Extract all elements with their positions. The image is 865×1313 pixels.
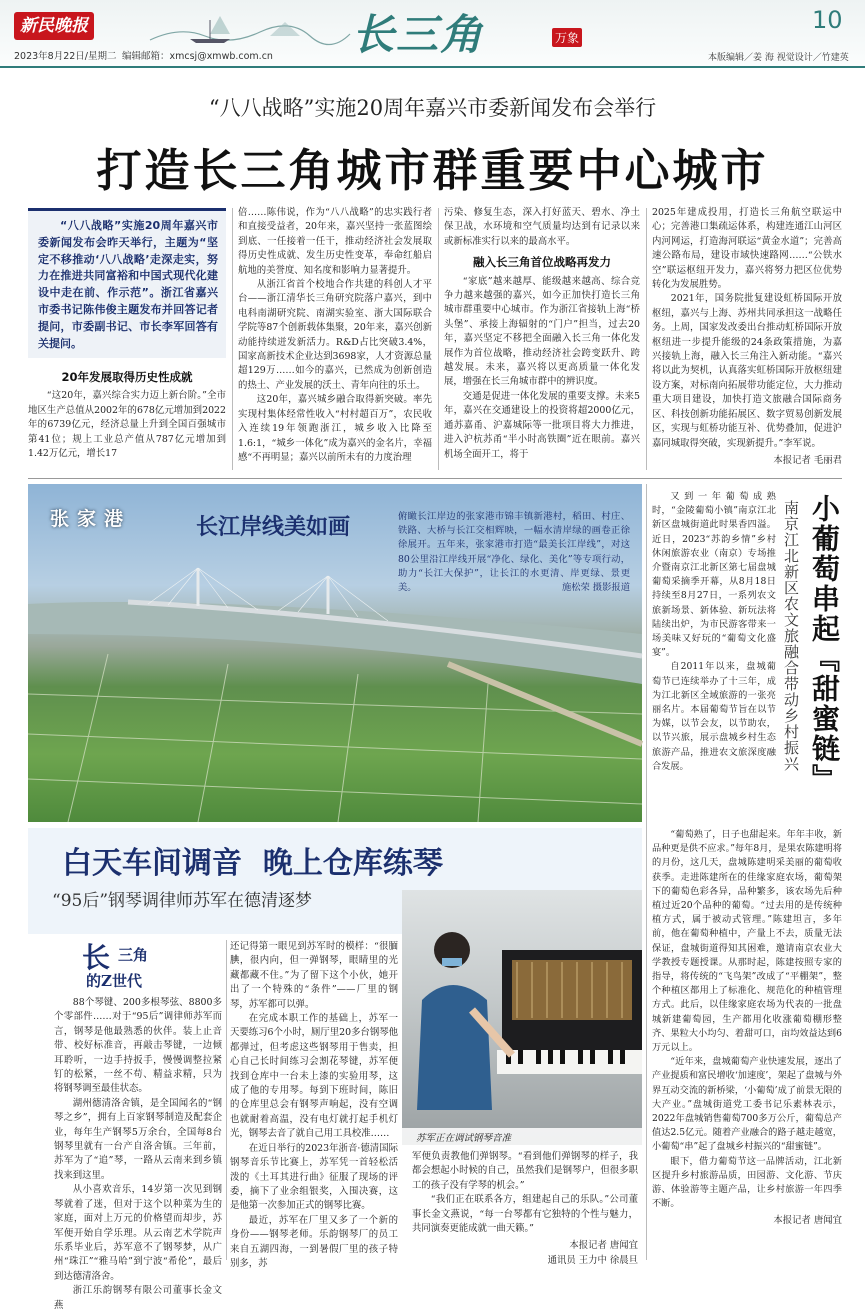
column-divider [438, 208, 439, 470]
caption-text: 俯瞰长江岸边的张家港市锦丰镇新港村，稻田、村庄、铁路、大桥与长江交相辉映，一幅水清岸绿的画卷正徐徐展开。五年来，张家港市打造“最美长江岸线”，对这80公里沿江岸线开展“净化、绿化、美化”等专项行动，助力“长江大保护”，让长江的水更清、岸更绿、景更美。 [398, 511, 630, 594]
lead-column-3 [444, 206, 640, 472]
paragraph: 从浙江省首个校地合作共建的科创人才平台——浙江清华长三角研究院落户嘉兴，到中电科南湖研究院、南湖实验室、浙大国际联合学院等87个创新载体集聚，20年来，嘉兴创新动能持续迸发新活力。R&D占比突破3.4%，国家高新技术企业达到3698家，人才资源总量超129万……如今的嘉兴，已然成为创新创造的热土、产业发展的沃土、青年向往的乐土。 [238, 279, 432, 391]
piano-column-1 [54, 996, 222, 1311]
paragraph: 从小喜欢音乐，14岁第一次见到钢琴就着了迷，但对于这个以种菜为生的家庭，面对上万元的价格望而却步，苏军便开始自学乐理。从云南艺术学院声乐系毕业后，苏军意不了钢琴梦，从广州“珠江”“雅马哈”到宁波“希伦”，最后到达德清洛舍。 [54, 1184, 222, 1282]
column-tag [82, 940, 172, 992]
piano-subhead: “95后”钢琴调律师苏军在德清逐梦 [52, 891, 313, 911]
lead-kicker: “八八战略”实施20周年嘉兴市委新闻发布会举行 [208, 96, 657, 120]
paragraph: 还记得第一眼见到苏军时的模样：“很腼腆，很内向，但一弹钢琴，眼睛里的光藏都藏不住。”为了留下这个小伙，她开出了一个特殊的“条件”——厂里的钢琴，苏军都可以弹。 [230, 941, 398, 1010]
piano-illustration [402, 890, 642, 1145]
paragraph: 这20年，嘉兴城乡融合取得新突破。率先实现村集体经常性收入“村村超百万”，农民收入连续19年领跑浙江，城乡收入比降至1.6:1，“城乡一体化”成为嘉兴的金名片，幸福感“不再明显；嘉兴以前所未有的力度治理 [238, 394, 432, 463]
lead-byline: 本报记者 毛丽君 [773, 454, 842, 466]
piano-photo-caption: 苏军正在调试钢琴音准 [416, 1133, 512, 1144]
section-divider [28, 478, 842, 479]
ink-landscape-icon [150, 6, 350, 46]
paragraph: 88个琴键、200多根琴弦、8800多个零部件……对于“95后”调律师苏军而言，钢琴是他最熟悉的伙伴。装上止音带、校好标准音，再敲击琴键，一边倾耳聆听，一边手持扳手，慢慢调整拉紧钉的松紧，一丝不苟、精益求精，只为将钢琴调至最佳状态。 [54, 997, 222, 1095]
paragraph: “葡萄熟了，日子也甜起来。年年丰收，新品种更是供不应求。”每年8月，是果农陈建明将的月份，这几天，盘城陈建明采美丽的葡萄收获季。走进陈建所在的佳缘家庭农场，葡萄架下的葡萄色彩各异，品种繁多，该农场先后种植过近20个品种的葡萄。“过去用的是传统种植方式，属于被动式管理。”陈建坦言，多年前，他在葡萄种植中，产量上不去，质量无法保证，盘城街道得知其困难，邀请南京农业大学教授专题授课。从那时起，陈建按照专家的指导，将传统的“飞鸟架”改成了“平棚架”，整个种植区都用上了标准化、规范化的种植管理方式。此后，以佳缘家庭农场为代表的一批盘城新建葡萄园，生产都用化收涨葡萄棚形整齐、果粒大小均匀、着甜可口，亩均效益达到6万元以上。 [652, 829, 842, 1054]
page-credits: 本版编辑／姜 海 视觉设计／竹建英 [708, 53, 849, 63]
column-divider [226, 940, 227, 1260]
email-line: 编辑邮箱：xmcsj@xmwb.com.cn [122, 51, 273, 62]
paragraph: 2021年，国务院批复建设虹桥国际开放枢纽，嘉兴与上海、苏州共同承担这一战略任务。上周，国家发改委出台推动虹桥国际开放枢纽进一步提升能级的24条政策措施，为嘉兴接轨上海，融入长三角注入新动能。“嘉兴将以此为契机，认真落实虹桥国际开放枢纽建设方案，对标南向拓展带功能定位，大力推动重大项目建设，加快打造文旅融合国际商务区、科技创新功能拓展区、数字贸易创新发展区，实现与虹桥功能互补、优势叠加，促进沪嘉同城取得突破，实现新提升。”李军说。 [652, 293, 842, 449]
grape-byline: 本报记者 唐闻宜 [773, 1215, 842, 1227]
paragraph: 2025年建成投用，打造长三角航空联运中心；完善港口集疏运体系，构建连通江山河区内河网运，打造海河联运“黄金水道”；完善高速公路布局，建设市域快速路网……“公铁水空”联运枢纽开发力，嘉兴将努力把区位优势转化为发展胜势。 [652, 207, 842, 291]
paragraph: “这20年，嘉兴综合实力迈上新台阶。”全市地区生产总值从2002年的678亿元增加到2022年的6739亿元，经济总量上升到全国百强城市第41位；规上工业总产值从787亿元增加到1.42万亿元，增长17 [28, 390, 226, 460]
date-line: 2023年8月22日/星期二 [14, 51, 117, 62]
grape-intro [652, 490, 776, 824]
grape-subhead: 南京江北新区农文旅融合带动乡村振兴 [782, 500, 800, 772]
paragraph: 湖州德清洛舍镇，是全国闻名的“钢琴之乡”，拥有上百家钢琴制造及配套企业，每年生产钢琴5万余台，全国每8台钢琴里就有一台产自洛舍镇。三年前，苏军为了“追”琴，一路从云南来到乡镇找来到这里。 [54, 1097, 222, 1181]
grape-body [652, 828, 842, 1260]
lead-subhead-2: 融入长三角首位战略再发力 [473, 255, 611, 270]
page-number: 10 [812, 6, 843, 34]
column-tag-rest: 三角 [118, 946, 149, 964]
paragraph: 在完成本职工作的基础上，苏军一天要练习6个小时，厕厅里20多台钢琴他都弹过，但考虑这些钢琴用于售卖，担心自己长时间练习会割花琴键，苏军便找到仓库中一台未上漆的实验用琴，这成了他的专用琴。每到下班时间，陈旧的仓库里总会有钢琴声响起，没有空调也就耐着高温，没有电灯就打起手机灯光，钢琴去音了就自己用工具校准…… [230, 1013, 398, 1140]
paragraph: 眼下，借力葡萄节这一品牌活动，江北新区提升乡村旅游品质，田园游、文化游、节庆游、体验游等主题产品，让乡村旅游一年四季不断。 [652, 1155, 842, 1210]
paragraph: “家底”越来越厚、能级越来越高、综合竞争力越来越强的嘉兴，如今正加快打造长三角城市群重要中心城市。作为浙江省接轨上海“桥头堡”、承接上海辐射的“门户”担当，过去20年，嘉兴坚定不移把全面融入长三角一体化发展作为首位战略，推动经济社会跨变跃升、跨越发展。未来，嘉兴将以更高质量一体化发展，增强在长三角城市群中的辨识度。 [444, 275, 640, 388]
lead-subhead-1: 20年发展取得历史性成就 [61, 370, 193, 384]
piano-photo [402, 890, 642, 1145]
column-divider [232, 208, 233, 470]
photo-title: 长江岸线美如画 [196, 515, 351, 540]
lead-column-2 [238, 206, 432, 472]
paragraph: 在近日举行的2023年浙音·德清国际钢琴音乐节比赛上，苏军凭一首轻松活泼的《土耳其进行曲》征服了现场的评委，摘下了业余组银奖，入围决赛，这是他第一次参加正式的钢琴比赛。 [230, 1142, 398, 1212]
piano-byline-1: 本报记者 唐闻宜 [569, 1240, 638, 1252]
masthead [0, 0, 865, 68]
photo-location: 张家港 [50, 508, 132, 530]
paper-name: 新民晚报 [20, 16, 88, 36]
lead-column-4 [652, 206, 842, 472]
lead-headline: 打造长三角城市群重要中心城市 [96, 144, 769, 197]
photo-credit: 施松荣 摄影报道 [561, 582, 630, 594]
paragraph: 交通是促进一体化发展的重要支撑。未来5年，嘉兴在交通建设上的投资将超2000亿元，通苏嘉甬、沪嘉城际等一批项目将大力推进，进入沪杭苏甬“半小时高铁圈”近在眼前。嘉兴机场全面开工，将于 [444, 390, 640, 460]
piano-column-3 [412, 1150, 638, 1266]
piano-byline-2: 通讯员 王力中 徐晨旦 [547, 1254, 638, 1266]
paragraph: “我们正在联系各方，组建起自己的乐队。”公司董事长金文燕说，“每一台琴都有它独特的个性与魅力，共同演奏更能成就一曲天籁。” [412, 1194, 638, 1235]
paragraph: 军便负责教他们弹钢琴。“看到他们弹钢琴的样子，我都会想起小时候的自己，虽然我们是钢琴户，但很多职工的孩子没有学琴的机会。” [412, 1151, 638, 1191]
paragraph: 自2011年以来，盘城葡萄节已连续举办了十三年，成为江北新区全域旅游的一张亮丽名片。本届葡萄节旨在以节为媒，以节会友，以节助农，以节兴旅，展示盘城乡村生态旅游产品，推进农文旅深度融合发展。 [652, 661, 776, 772]
paragraph: 浙江乐韵钢琴有限公司董事长金文燕 [54, 1285, 222, 1311]
piano-headline: 白天车间调音 晚上仓库练琴 [62, 846, 443, 881]
section-seal: 万象 [552, 28, 582, 47]
section-title: 长三角 [352, 10, 485, 59]
column-tag-big: 长 [82, 941, 111, 974]
lead-summary: “八八战略”实施20周年嘉兴市委新闻发布会昨天举行，主题为“坚定不移推动‘八八战略’走深走实，努力在推进共同富裕和中国式现代化建设中走在前、作示范”。浙江省嘉兴市委书记陈伟俊主题发布并回答记者提问，市委副书记、市长李军回答有关提问。 [38, 219, 218, 350]
paragraph: 又到一年葡萄成熟时，“金陵葡萄小镇”南京江北新区盘城街道此时果香四溢。近日，2023“苏韵乡情”乡村休闲旅游农业（南京）专场推介暨南京江北新区第七届盘城葡萄采摘季开幕，从8月18日持续至8月27日，一系列农文旅新场景、新体验、新玩法将陆续出炉，为市民游客带来一场美味又好玩的“葡萄文化盛宴”。 [652, 491, 776, 659]
paragraph: 污染、修复生态，深入打好蓝天、碧水、净土保卫战，水环境和空气质量均达到有记录以来或新标准实行以来的最高水平。 [444, 207, 640, 247]
grape-headline: 小葡萄串起『甜蜜链』 [808, 494, 841, 794]
column-tag-line2: 的Z世代 [86, 972, 142, 990]
paragraph: “近年来，盘城葡萄产业快速发展，逐出了产业提质和富民增收‘加速度’，架起了盘城与外界互动交流的新桥梁，‘小葡萄’成了前景无限的大产业。”盘城街道党工委书记乐素林表示，2022年盘城销售葡萄700多万公斤，葡萄总产值达2.5亿元。随着产业融合的路子越走越宽，小葡萄“串”起了盘城乡村振兴的“甜蜜链”。 [652, 1056, 842, 1153]
column-divider [646, 208, 647, 470]
bridge-photo [28, 484, 642, 822]
piano-column-2 [230, 940, 398, 1269]
lead-column-1 [28, 364, 226, 474]
paragraph: 倍……陈伟说，作为“八八战略”的忠实践行者和直接受益者，20年来，嘉兴坚持一张蓝图绘到底、一任接着一任干，推动经济社会发展取得历史性成就、发生历史性变革，奉命红船启航地的美誉度、知名度和影响力显著提升。 [238, 207, 432, 276]
photo-caption [398, 510, 630, 595]
column-divider [646, 484, 647, 1260]
paragraph: 最近，苏军在厂里又多了一个新的身份——钢琴老师。乐韵钢琴厂的员工来自五湖四海，一到暑假厂里的孩子特别多，苏 [230, 1214, 398, 1269]
